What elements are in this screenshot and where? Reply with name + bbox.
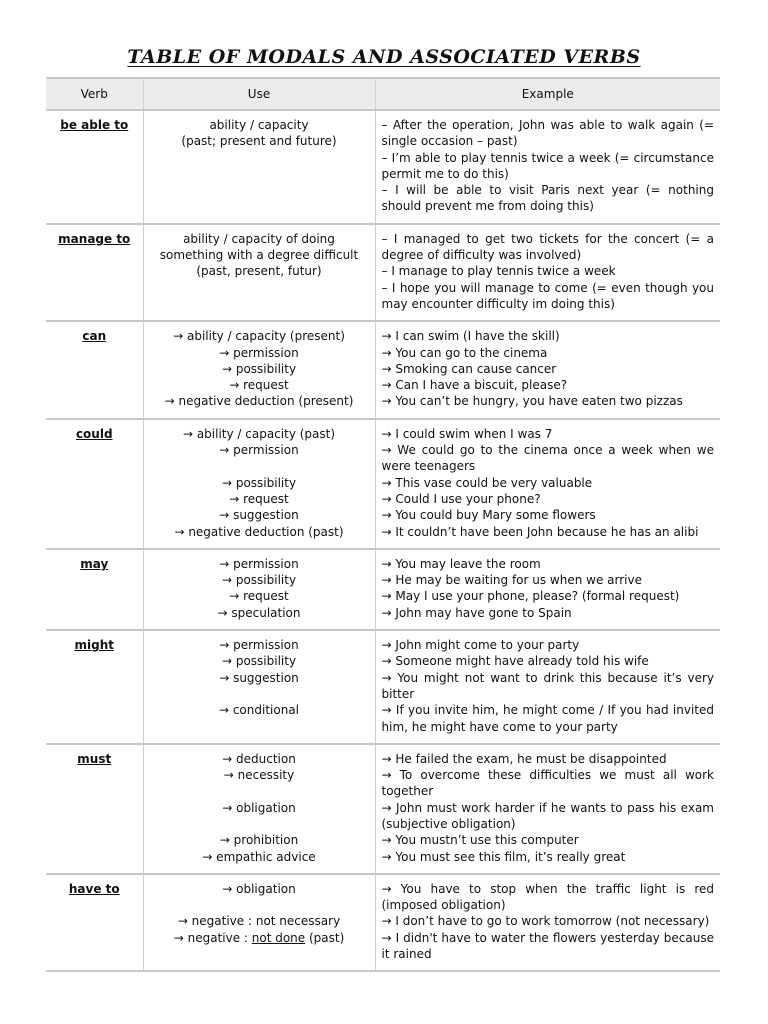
column-header-example: Example (375, 78, 720, 110)
example-cell (375, 110, 720, 224)
verb-cell: manage to (46, 224, 143, 321)
verb-cell: must (46, 744, 143, 874)
modals-table (46, 77, 720, 972)
use-item: → permission (219, 556, 299, 571)
example-item: → You can go to the cinema (381, 345, 548, 360)
use-cell (143, 110, 375, 224)
use-item: → necessity (223, 768, 295, 783)
use-item: → speculation (217, 605, 301, 620)
table-row (46, 321, 720, 418)
use-item: → ability / capacity (past) (182, 426, 336, 441)
example-item: → You might not want to drink this because it’s very bitter (381, 670, 714, 701)
verb-cell: can (46, 321, 143, 418)
example-item: – After the operation, John was able to walk again (= single occasion – past) (381, 118, 714, 149)
example-item: → John may have gone to Spain (381, 605, 572, 620)
table-body (46, 110, 720, 971)
example-item: → John might come to your party (381, 638, 580, 653)
example-item: → I don’t have to go to work tomorrow (not necessary) (381, 914, 710, 929)
example-item: – I hope you will manage to come (= even though you may encounter difficulty im doing this) (381, 280, 714, 311)
use-item: → permission (219, 345, 299, 360)
use-item: → possibility (221, 654, 297, 669)
example-item: → Smoking can cause cancer (381, 361, 557, 376)
verb-cell: may (46, 549, 143, 630)
use-item: → suggestion (219, 508, 299, 523)
example-item: – I manage to play tennis twice a week (381, 264, 616, 279)
example-item: → If you invite him, he might come / If you had invited him, he might have come to your party (381, 703, 714, 734)
verb-cell: might (46, 630, 143, 744)
use-item: → obligation (222, 800, 296, 815)
table-row (46, 549, 720, 630)
use-item: → negative deduction (past) (174, 524, 344, 539)
use-item: → ability / capacity (present) (173, 329, 345, 344)
example-item: → This vase could be very valuable (381, 475, 593, 490)
page-title: TABLE OF MODALS AND ASSOCIATED VERBS (127, 46, 641, 68)
example-item: → He may be waiting for us when we arrive (381, 573, 642, 588)
use-spacer (150, 686, 369, 702)
example-cell (375, 874, 720, 971)
example-item: → I can swim (I have the skill) (381, 329, 560, 344)
example-item: → To overcome these difficulties we must all work together (381, 768, 714, 799)
table-row (46, 110, 720, 224)
use-item: → possibility (221, 475, 297, 490)
table-row (46, 419, 720, 549)
use-item: ability / capacity (209, 118, 309, 132)
example-item: → Could I use your phone? (381, 491, 541, 506)
use-item: → request (229, 589, 289, 604)
example-item: → You could buy Mary some flowers (381, 508, 596, 523)
example-item: → You have to stop when the traffic light is red (imposed obligation) (381, 881, 714, 913)
use-item: → possibility (221, 361, 297, 376)
example-cell (375, 630, 720, 744)
example-item: → He failed the exam, he must be disappointed (381, 751, 667, 766)
example-item: – I will be able to visit Paris next year (= nothing should prevent me from doing this) (381, 183, 714, 214)
use-item: → negative : not necessary (177, 914, 341, 929)
use-item: (past; present and future) (181, 134, 337, 149)
use-item: → empathic advice (202, 849, 316, 864)
verb-cell: could (46, 419, 143, 549)
table-row (46, 224, 720, 321)
example-item: → It couldn’t have been John because he has an alibi (381, 524, 699, 539)
column-header-use: Use (143, 78, 375, 110)
example-item: – I’m able to play tennis twice a week (= circumstance permit me to do this) (381, 150, 714, 181)
use-cell (143, 419, 375, 549)
use-cell (143, 744, 375, 874)
example-item: → I didn't have to water the flowers yesterday because it rained (381, 930, 714, 962)
use-cell (143, 874, 375, 971)
example-item: → We could go to the cinema once a week when we were teenagers (381, 443, 714, 474)
example-item: → You mustn’t use this computer (381, 833, 579, 848)
use-item: → request (229, 491, 289, 506)
use-item: → prohibition (219, 833, 299, 848)
example-item: → You may leave the room (381, 556, 541, 571)
use-item: → permission (219, 638, 299, 653)
use-item: → permission (219, 443, 299, 458)
use-cell (143, 321, 375, 418)
example-cell (375, 419, 720, 549)
use-item: → obligation (222, 881, 296, 896)
example-item: → May I use your phone, please? (formal request) (381, 589, 680, 604)
verb-cell: have to (46, 874, 143, 971)
table-row (46, 874, 720, 971)
use-item: → request (229, 378, 289, 393)
column-header-verb: Verb (46, 78, 143, 110)
use-item: → possibility (221, 573, 297, 588)
example-item: – I managed to get two tickets for the concert (= a degree of difficulty was involved) (381, 231, 714, 263)
table-row (46, 630, 720, 744)
use-item: ability / capacity of doing something with a degree difficult (past, present, futur) (159, 231, 359, 279)
table-header-row (46, 78, 720, 110)
verb-cell: be able to (46, 110, 143, 224)
use-cell (143, 630, 375, 744)
example-cell (375, 224, 720, 321)
use-spacer (150, 816, 369, 832)
use-item: → negative deduction (present) (164, 394, 354, 409)
example-item: → You can’t be hungry, you have eaten two pizzas (381, 394, 683, 409)
example-item: → Someone might have already told his wife (381, 654, 649, 669)
use-item: → conditional (218, 703, 300, 718)
use-spacer (150, 458, 369, 474)
use-item: → deduction (222, 751, 296, 766)
example-cell (375, 744, 720, 874)
example-item: → John must work harder if he wants to pass his exam (subjective obligation) (381, 800, 714, 831)
example-item: → You must see this film, it’s really great (381, 849, 626, 864)
use-item: → negative : not done (past) (173, 930, 345, 945)
example-cell (375, 549, 720, 630)
example-cell (375, 321, 720, 418)
use-cell (143, 224, 375, 321)
example-item: → Can I have a biscuit, please? (381, 378, 568, 393)
use-cell (143, 549, 375, 630)
example-item: → I could swim when I was 7 (381, 426, 553, 441)
table-row (46, 744, 720, 874)
use-spacer (150, 783, 369, 799)
use-item: → suggestion (219, 670, 299, 685)
use-spacer (150, 897, 369, 913)
